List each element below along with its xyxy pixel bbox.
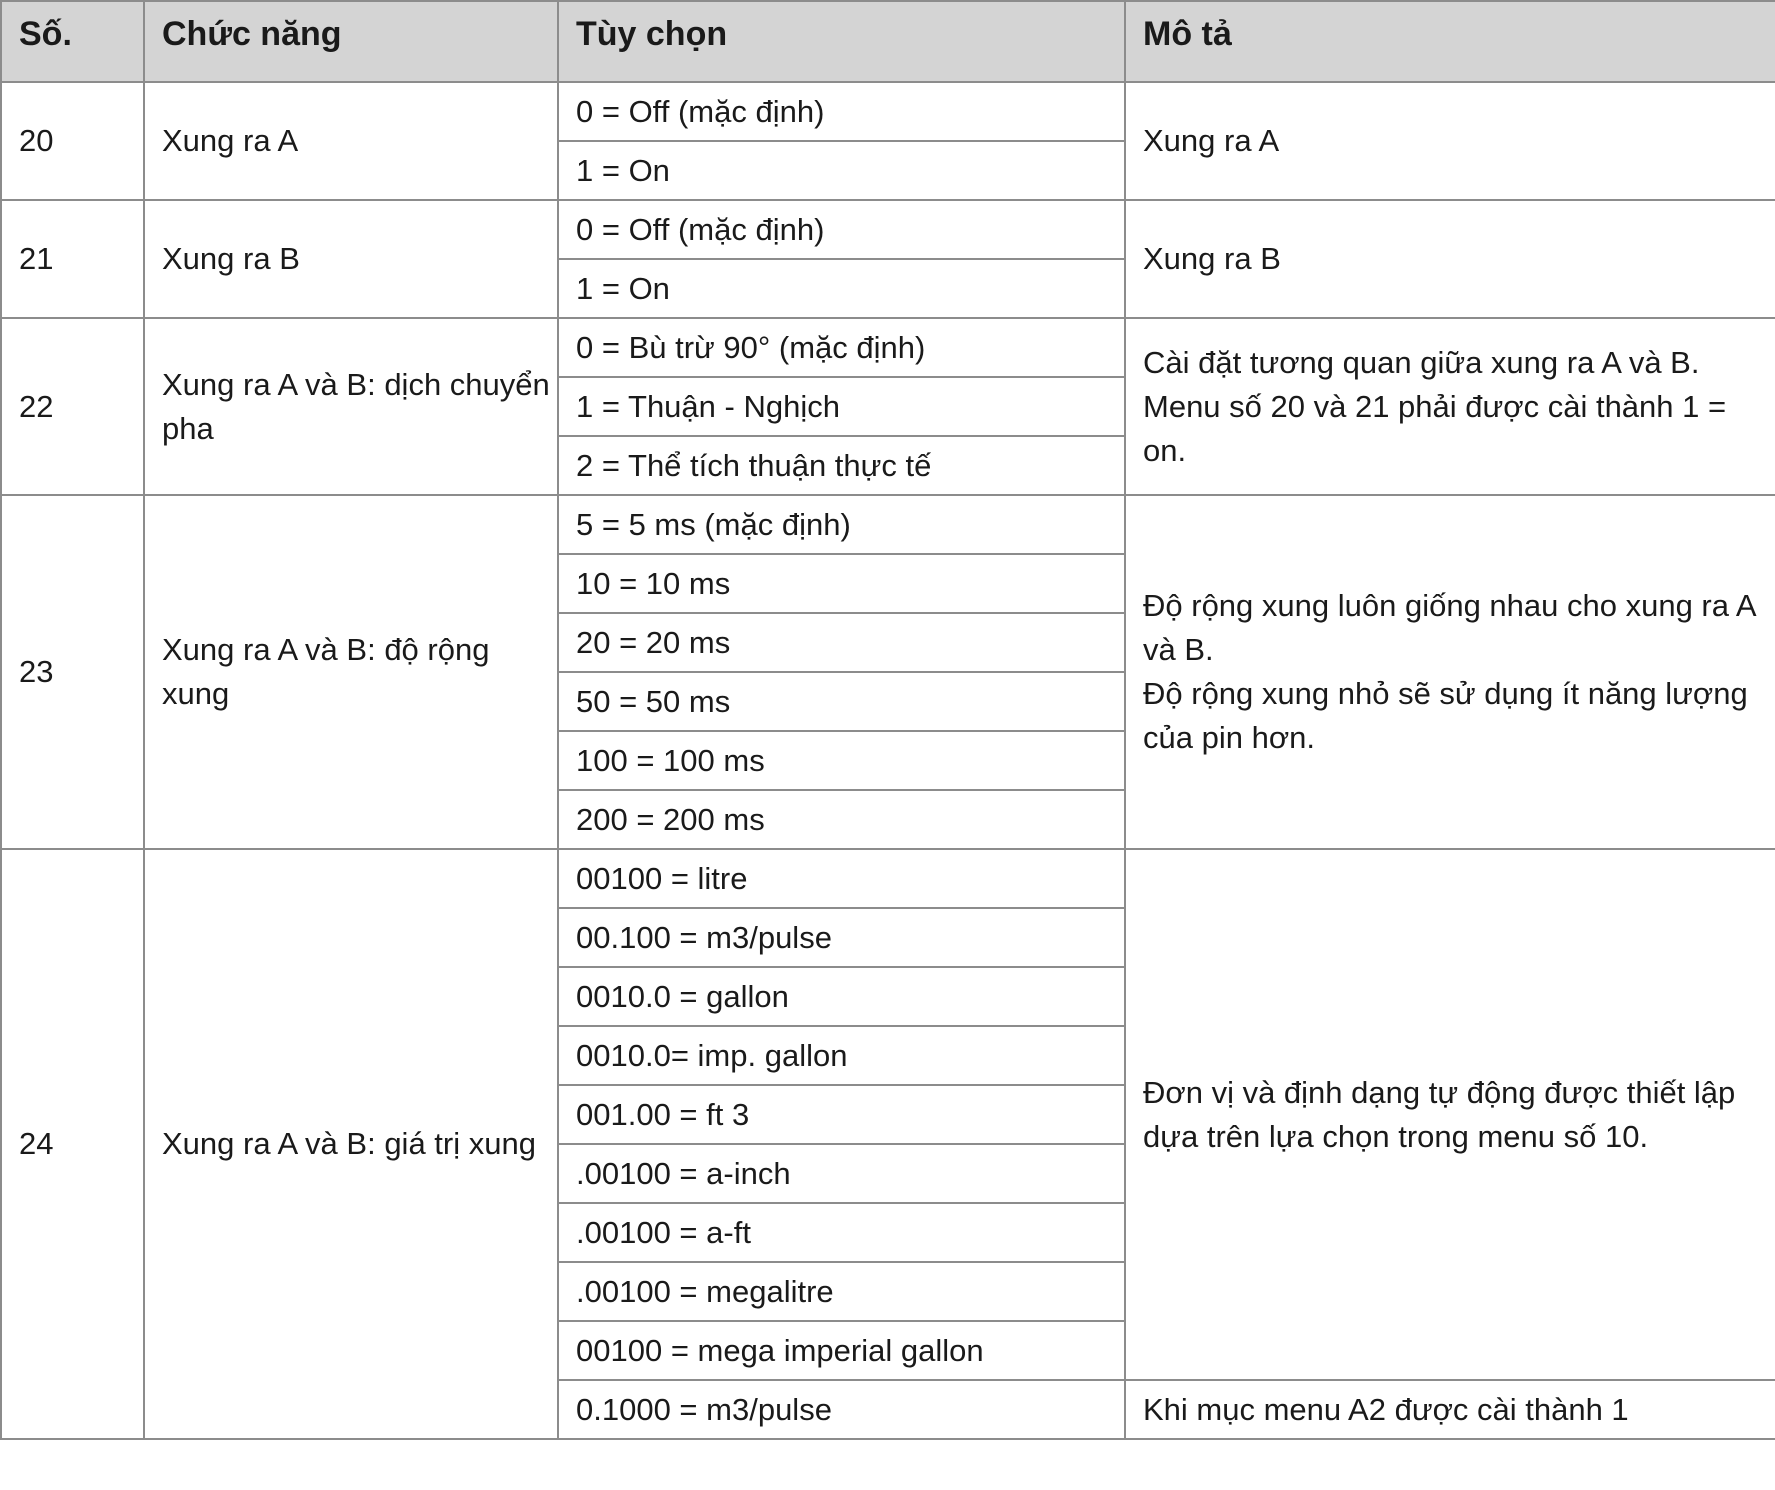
header-options: Tùy chọn	[558, 1, 1125, 82]
option-cell: 0 = Off (mặc định)	[558, 82, 1125, 141]
option-cell: .00100 = a-ft	[558, 1203, 1125, 1262]
option-cell: 001.00 = ft 3	[558, 1085, 1125, 1144]
row-number: 24	[1, 849, 144, 1439]
row-function: Xung ra B	[144, 200, 558, 318]
header-description: Mô tả	[1125, 1, 1775, 82]
header-function: Chức năng	[144, 1, 558, 82]
row-function: Xung ra A và B: giá trị xung	[144, 849, 558, 1439]
option-cell: 0 = Bù trừ 90° (mặc định)	[558, 318, 1125, 377]
option-cell: 5 = 5 ms (mặc định)	[558, 495, 1125, 554]
row-description	[1125, 495, 1775, 849]
table-row	[1, 318, 1775, 377]
row-function: Xung ra A	[144, 82, 558, 200]
row-number: 23	[1, 495, 144, 849]
option-cell: 0010.0= imp. gallon	[558, 1026, 1125, 1085]
row-description: Cài đặt tương quan giữa xung ra A và B. Menu số 20 và 21 phải được cài thành 1 = on.	[1125, 318, 1775, 495]
option-cell: 00.100 = m3/pulse	[558, 908, 1125, 967]
description-line: Độ rộng xung nhỏ sẽ sử dụng ít năng lượng của pin hơn.	[1143, 676, 1748, 755]
header-no: Số.	[1, 1, 144, 82]
table-row	[1, 82, 1775, 141]
header-row	[1, 1, 1775, 82]
table-row	[1, 495, 1775, 554]
option-cell: 2 = Thể tích thuận thực tế	[558, 436, 1125, 495]
option-cell: 00100 = litre	[558, 849, 1125, 908]
option-cell: 0010.0 = gallon	[558, 967, 1125, 1026]
row-function: Xung ra A và B: dịch chuyển pha	[144, 318, 558, 495]
row-description: Đơn vị và định dạng tự động được thiết lập dựa trên lựa chọn trong menu số 10.	[1125, 849, 1775, 1380]
option-cell: .00100 = megalitre	[558, 1262, 1125, 1321]
option-cell: .00100 = a-inch	[558, 1144, 1125, 1203]
option-cell: 0 = Off (mặc định)	[558, 200, 1125, 259]
option-cell: 20 = 20 ms	[558, 613, 1125, 672]
row-function: Xung ra A và B: độ rộng xung	[144, 495, 558, 849]
table-row	[1, 200, 1775, 259]
option-cell: 1 = On	[558, 259, 1125, 318]
row-number: 21	[1, 200, 144, 318]
row-number: 20	[1, 82, 144, 200]
option-cell: 10 = 10 ms	[558, 554, 1125, 613]
row-number: 22	[1, 318, 144, 495]
option-cell: 50 = 50 ms	[558, 672, 1125, 731]
option-cell: 1 = On	[558, 141, 1125, 200]
row-description: Xung ra A	[1125, 82, 1775, 200]
option-cell: 100 = 100 ms	[558, 731, 1125, 790]
row-description-note: Khi mục menu A2 được cài thành 1	[1125, 1380, 1775, 1439]
description-line: Độ rộng xung luôn giống nhau cho xung ra A và B.	[1143, 588, 1755, 667]
row-description: Xung ra B	[1125, 200, 1775, 318]
table-row	[1, 849, 1775, 908]
option-cell: 200 = 200 ms	[558, 790, 1125, 849]
option-cell: 0.1000 = m3/pulse	[558, 1380, 1125, 1439]
option-cell: 1 = Thuận - Nghịch	[558, 377, 1125, 436]
option-cell: 00100 = mega imperial gallon	[558, 1321, 1125, 1380]
